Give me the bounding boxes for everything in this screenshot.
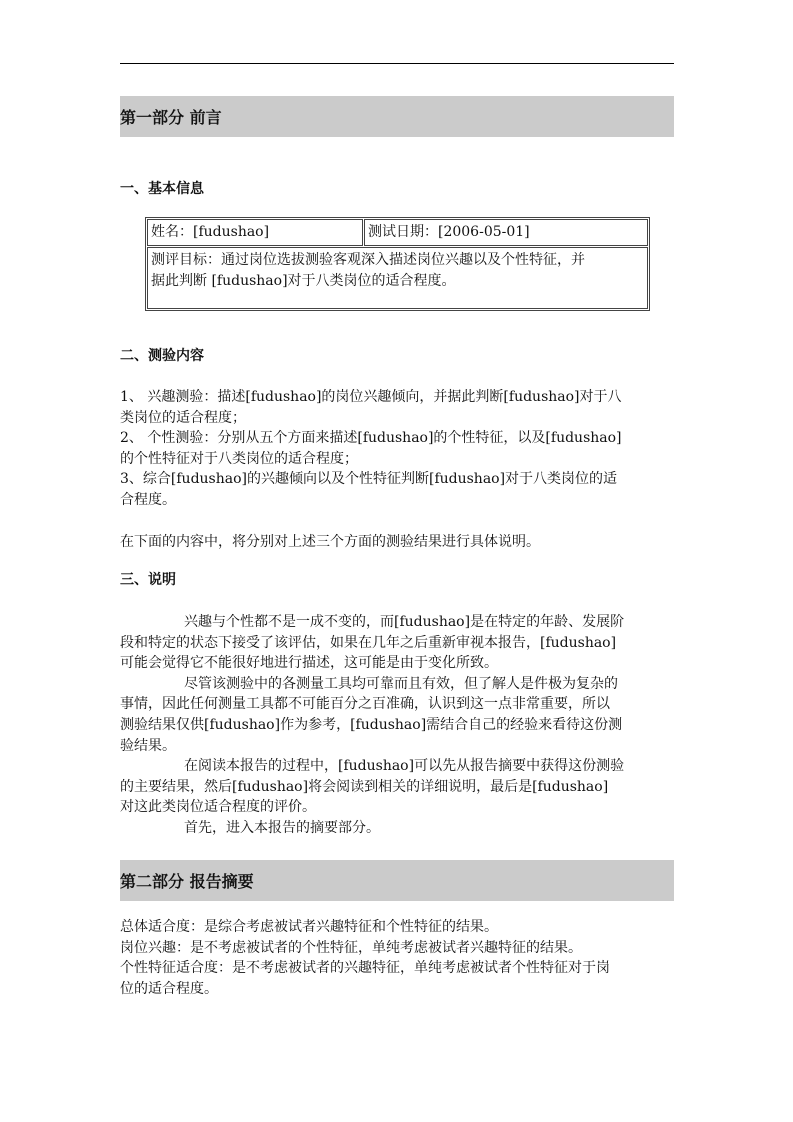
paragraph-line: 尽管该测验中的各测量工具均可靠而且有效，但了解人是件极为复杂的 [184, 675, 618, 692]
name-cell: 姓名：[fudushao] [147, 219, 363, 246]
summary-line: 岗位兴趣：是不考虑被试者的个性特征，单纯考虑被试者兴趣特征的结果。 [120, 939, 582, 956]
list-line: 2、 个性测验：分别从五个方面来描述[fudushao]的个性特征，以及[fudushao] [120, 430, 622, 447]
goal-line: 据此判断 [fudushao]对于八类岗位的适合程度。 [151, 273, 456, 289]
summary-line: 个性特征适合度：是不考虑被试者的兴趣特征，单纯考虑被试者个性特征对于岗 [120, 960, 610, 977]
date-cell: 测试日期：[2006-05-01] [364, 219, 648, 246]
list-line: 类岗位的适合程度； [120, 409, 246, 426]
paragraph-line: 对这此类岗位适合程度的评价。 [120, 799, 316, 816]
paragraph [120, 612, 674, 674]
goal-cell [147, 247, 648, 309]
basic-info-table [145, 217, 650, 311]
paragraph-line: 测验结果仅供[fudushao]作为参考，[fudushao]需结合自己的经验来看待这份测 [120, 716, 623, 733]
goal-line: 测评目标：通过岗位选拔测验客观深入描述岗位兴趣以及个性特征，并 [151, 252, 585, 268]
paragraph-line: 兴趣与个性都不是一成不变的，而[fudushao]是在特定的年龄、发展阶 [184, 614, 625, 630]
list-line: 1、 兴趣测验：描述[fudushao]的岗位兴趣倾向，并据此判断[fudushao]对于八 [120, 389, 622, 405]
paragraph-line: 段和特定的状态下接受了该评估，如果在几年之后重新审视本报告，[fudushao] [120, 634, 617, 651]
part2-title-bar [120, 860, 674, 901]
summary-line: 总体适合度：是综合考虑被试者兴趣特征和个性特征的结果。 [120, 919, 498, 935]
part2-title: 第二部分 报告摘要 [120, 872, 254, 891]
paragraph [120, 674, 674, 756]
header-rule [120, 63, 674, 64]
section2-heading: 二、测验内容 [120, 348, 204, 364]
paragraph-line: 验结果。 [120, 737, 176, 754]
paragraph-line: 首先，进入本报告的摘要部分。 [184, 819, 380, 836]
paragraph-line: 事情，因此任何测量工具都不可能百分之百准确，认识到这一点非常重要，所以 [120, 696, 610, 713]
paragraph [120, 756, 674, 818]
summary-line: 位的适合程度。 [120, 980, 218, 997]
list-line: 合程度。 [120, 491, 176, 508]
paragraph-line: 在阅读本报告的过程中，[fudushao]可以先从报告摘要中获得这份测验 [184, 758, 625, 775]
test-content-list [120, 387, 674, 511]
section2-note: 在下面的内容中，将分别对上述三个方面的测验结果进行具体说明。 [120, 534, 540, 550]
paragraph [120, 818, 674, 839]
summary-definitions [120, 917, 674, 999]
paragraph-line: 的主要结果，然后[fudushao]将会阅读到相关的详细说明，最后是[fudushao] [120, 778, 609, 795]
part1-title-bar [120, 96, 674, 137]
paragraph-line: 可能会觉得它不能很好地进行描述，这可能是由于变化所致。 [120, 655, 498, 672]
explanation-body [120, 612, 674, 839]
section3-heading: 三、说明 [120, 572, 176, 588]
list-line: 3、综合[fudushao]的兴趣倾向以及个性特征判断[fudushao]对于八类岗位的适 [120, 471, 618, 488]
section1-heading: 一、基本信息 [120, 181, 204, 197]
part1-title: 第一部分 前言 [120, 108, 222, 127]
list-line: 的个性特征对于八类岗位的适合程度； [120, 450, 358, 467]
